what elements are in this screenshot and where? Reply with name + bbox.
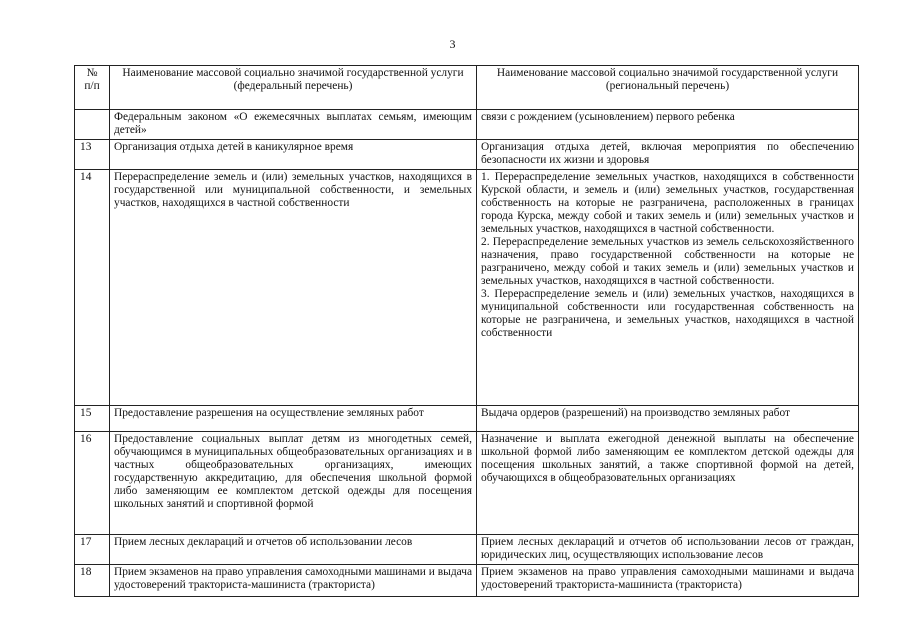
table-row <box>75 140 859 170</box>
table-row <box>75 565 859 597</box>
row-number: 18 <box>75 565 110 597</box>
regional-service: 1. Перераспределение земельных участков, находящихся в собственности Курской области, и земель и (или) земельных участков, государственная собственность на которые не разграничена, расположенных в границах города Курска, между собой и таких земель и (или) земельных участков и земельных участков, находящихся в частной собственности. 2. Перераспределение земельных участков из земель сельскохозяйственного назначения, право государственной собственности на которые не разграничено, между собой и таких земель и (или) земельных участков и земельных участков, находящихся в частной собственности. 3. Перераспределение земель и (или) земельных участков, находящихся в муниципальной собственности или государственная собственность на которые не разграничена, и земельных участков, находящихся в частной собственности <box>477 170 859 406</box>
header-regional: Наименование массовой социально значимой государственной услуги (региональный перечень) <box>477 66 859 110</box>
table-row <box>75 432 859 535</box>
row-number: 17 <box>75 535 110 565</box>
row-number: 15 <box>75 406 110 432</box>
federal-service: Предоставление разрешения на осуществление земляных работ <box>110 406 477 432</box>
federal-service: Прием лесных деклараций и отчетов об использовании лесов <box>110 535 477 565</box>
regional-service: связи с рождением (усыновлением) первого ребенка <box>477 110 859 140</box>
table-row <box>75 535 859 565</box>
federal-service: Федеральным законом «О ежемесячных выплатах семьям, имеющим детей» <box>110 110 477 140</box>
row-number: 13 <box>75 140 110 170</box>
table-row <box>75 170 859 406</box>
federal-service: Прием экзаменов на право управления самоходными машинами и выдача удостоверений тракториста-машиниста (тракториста) <box>110 565 477 597</box>
header-number: № п/п <box>75 66 110 110</box>
regional-service: Назначение и выплата ежегодной денежной выплаты на обеспечение школьной формой либо заменяющим ее комплектом детской одежды для посещения школьных занятий, а также спортивной формой на детей, обучающихся в общеобразовательных организациях <box>477 432 859 535</box>
regional-service: Прием экзаменов на право управления самоходными машинами и выдача удостоверений тракториста-машиниста (тракториста) <box>477 565 859 597</box>
table-row <box>75 110 859 140</box>
federal-service: Предоставление социальных выплат детям из многодетных семей, обучающимся в муниципальных общеобразовательных организациях и в частных общеобразовательных организациях, имеющих государственную аккредитацию, для обеспечения школьной формой либо заменяющим ее комплектом детской одежды для посещения школьных занятий и спортивной формой <box>110 432 477 535</box>
row-number <box>75 110 110 140</box>
row-number: 16 <box>75 432 110 535</box>
regional-service: Прием лесных деклараций и отчетов об использовании лесов от граждан, юридических лиц, осуществляющих использование лесов <box>477 535 859 565</box>
table-row <box>75 406 859 432</box>
regional-service: Организация отдыха детей, включая мероприятия по обеспечению безопасности их жизни и здоровья <box>477 140 859 170</box>
regional-service: Выдача ордеров (разрешений) на производство земляных работ <box>477 406 859 432</box>
page-number: 3 <box>449 37 456 51</box>
table-header-row <box>75 66 859 110</box>
row-number: 14 <box>75 170 110 406</box>
header-federal: Наименование массовой социально значимой государственной услуги (федеральный перечень) <box>110 66 477 110</box>
services-table <box>74 65 859 597</box>
federal-service: Организация отдыха детей в каникулярное время <box>110 140 477 170</box>
federal-service: Перераспределение земель и (или) земельных участков, находящихся в государственной или муниципальной собственности, и земельных участков, находящихся в частной собственности <box>110 170 477 406</box>
